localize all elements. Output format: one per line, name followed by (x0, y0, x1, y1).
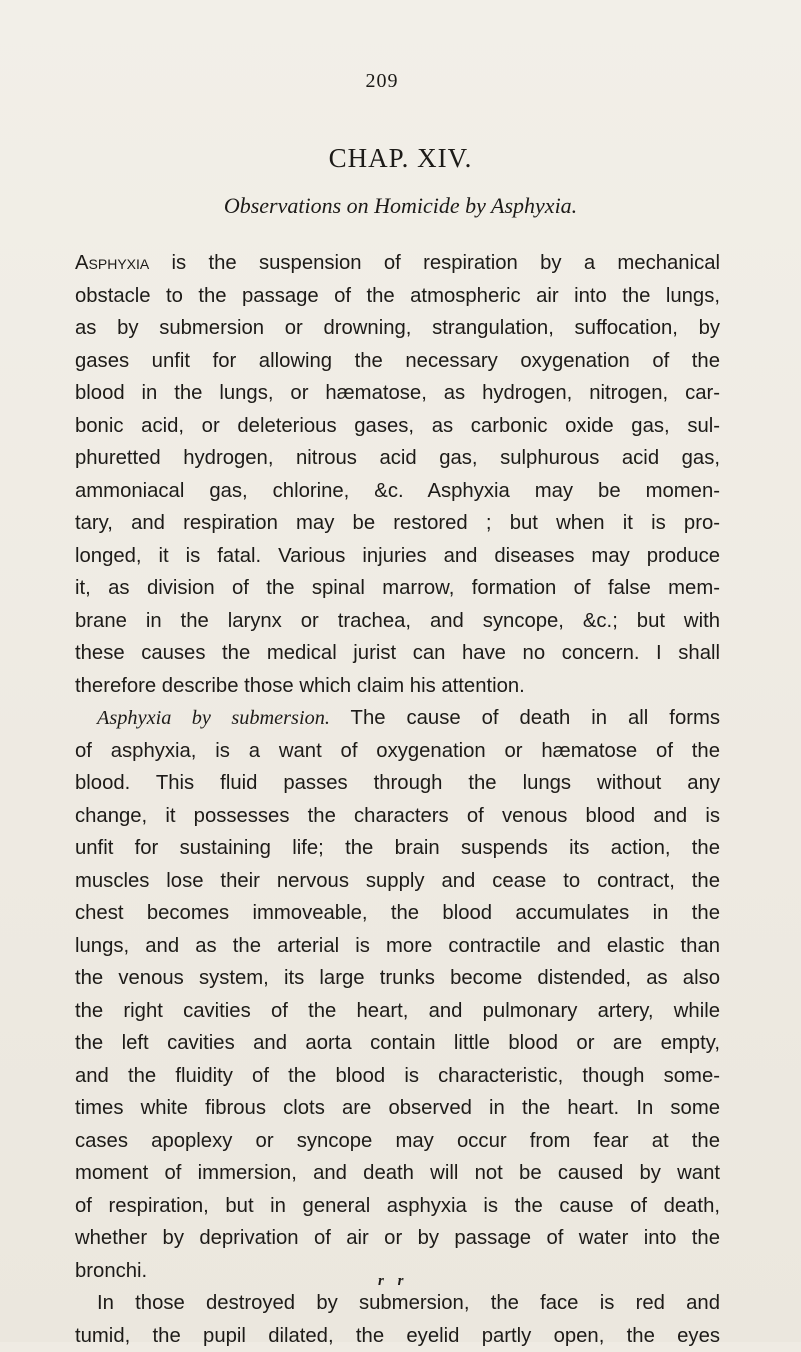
text-line (75, 442, 720, 475)
line-text: obstacle to the passage of the atmospheric air into the lungs, (75, 285, 720, 307)
text-line (75, 897, 720, 930)
line-text: moment of immersion, and death will not be caused by want (75, 1162, 720, 1184)
line-text: the left cavities and aorta contain little blood or are empty, (75, 1032, 720, 1054)
text-line (75, 800, 720, 833)
line-text: brane in the larynx or trachea, and syncope, &c.; but with (75, 610, 720, 632)
section-heading: Asphyxia by submersion. (97, 707, 330, 729)
text-line (75, 1287, 720, 1320)
line-text: blood in the lungs, or hæmatose, as hydrogen, nitrogen, car- (75, 382, 720, 404)
line-text: tary, and respiration may be restored ; but when it is pro- (75, 512, 720, 534)
lead-word: Asphyxia (75, 252, 149, 274)
line-text: tumid, the pupil dilated, the eyelid partly open, the eyes (75, 1325, 720, 1347)
text-line (75, 345, 720, 378)
text-line (75, 637, 720, 670)
line-text: unfit for sustaining life; the brain suspends its action, the (75, 837, 720, 859)
line-text: muscles lose their nervous supply and cease to contract, the (75, 870, 720, 892)
text-line (75, 735, 720, 768)
line-text: phuretted hydrogen, nitrous acid gas, sulphurous acid gas, (75, 447, 720, 469)
text-line (75, 1222, 720, 1255)
text-line (75, 572, 720, 605)
line-text: ammoniacal gas, chlorine, &c. Asphyxia may be momen- (75, 480, 720, 502)
chapter-subtitle: Observations on Homicide by Asphyxia. (0, 193, 801, 219)
line-text: blood. This fluid passes through the lungs without any (75, 772, 720, 794)
text-line (75, 377, 720, 410)
line-text: therefore describe those which claim his attention. (75, 675, 525, 697)
text-line (75, 767, 720, 800)
text-line (75, 832, 720, 865)
text-line (75, 280, 720, 313)
paragraph (75, 1287, 720, 1352)
body-text (75, 247, 720, 1352)
line-text: chest becomes immoveable, the blood accumulates in the (75, 902, 720, 924)
text-line (75, 702, 720, 735)
line-text: gases unfit for allowing the necessary oxygenation of the (75, 350, 720, 372)
text-line (75, 1190, 720, 1223)
line-text: it, as division of the spinal marrow, formation of false mem- (75, 577, 720, 599)
line-text: times white fibrous clots are observed in the heart. In some (75, 1097, 720, 1119)
line-text: cases apoplexy or syncope may occur from fear at the (75, 1130, 720, 1152)
text-line (75, 1320, 720, 1352)
line-text: of respiration, but in general asphyxia is the cause of death, (75, 1195, 720, 1217)
text-line (75, 995, 720, 1028)
text-line (75, 865, 720, 898)
line-text: whether by deprivation of air or by passage of water into the (75, 1227, 720, 1249)
paragraph (75, 702, 720, 1287)
line-text: these causes the medical jurist can have no concern. I shall (75, 642, 720, 664)
line-text: The cause of death in all forms (330, 707, 720, 729)
text-line (75, 1157, 720, 1190)
line-text: change, it possesses the characters of venous blood and is (75, 805, 720, 827)
text-line (75, 930, 720, 963)
text-line (75, 247, 720, 280)
line-text: In those destroyed by submersion, the face is red and (97, 1292, 720, 1314)
text-line (75, 1125, 720, 1158)
text-line (75, 540, 720, 573)
text-line (75, 670, 720, 703)
text-line (75, 1060, 720, 1093)
text-line (75, 605, 720, 638)
chapter-heading: CHAP. XIV. (0, 143, 801, 174)
line-text: the right cavities of the heart, and pulmonary artery, while (75, 1000, 720, 1022)
signature-mark: r r (378, 1273, 408, 1290)
line-text: of asphyxia, is a want of oxygenation or hæmatose of the (75, 740, 720, 762)
paragraph (75, 247, 720, 702)
line-text: longed, it is fatal. Various injuries and diseases may produce (75, 545, 720, 567)
text-line (75, 1092, 720, 1125)
page-number: 209 (352, 70, 412, 93)
text-line (75, 962, 720, 995)
line-text: and the fluidity of the blood is characteristic, though some- (75, 1065, 720, 1087)
text-line (75, 1027, 720, 1060)
text-line (75, 507, 720, 540)
line-text: bonic acid, or deleterious gases, as carbonic oxide gas, sul- (75, 415, 720, 437)
line-text: bronchi. (75, 1260, 147, 1282)
line-text: is the suspension of respiration by a mechanical (149, 252, 720, 274)
line-text: the venous system, its large trunks become distended, as also (75, 967, 720, 989)
text-line (75, 410, 720, 443)
text-line (75, 312, 720, 345)
text-line (75, 475, 720, 508)
line-text: lungs, and as the arterial is more contractile and elastic than (75, 935, 720, 957)
line-text: as by submersion or drowning, strangulation, suffocation, by (75, 317, 720, 339)
